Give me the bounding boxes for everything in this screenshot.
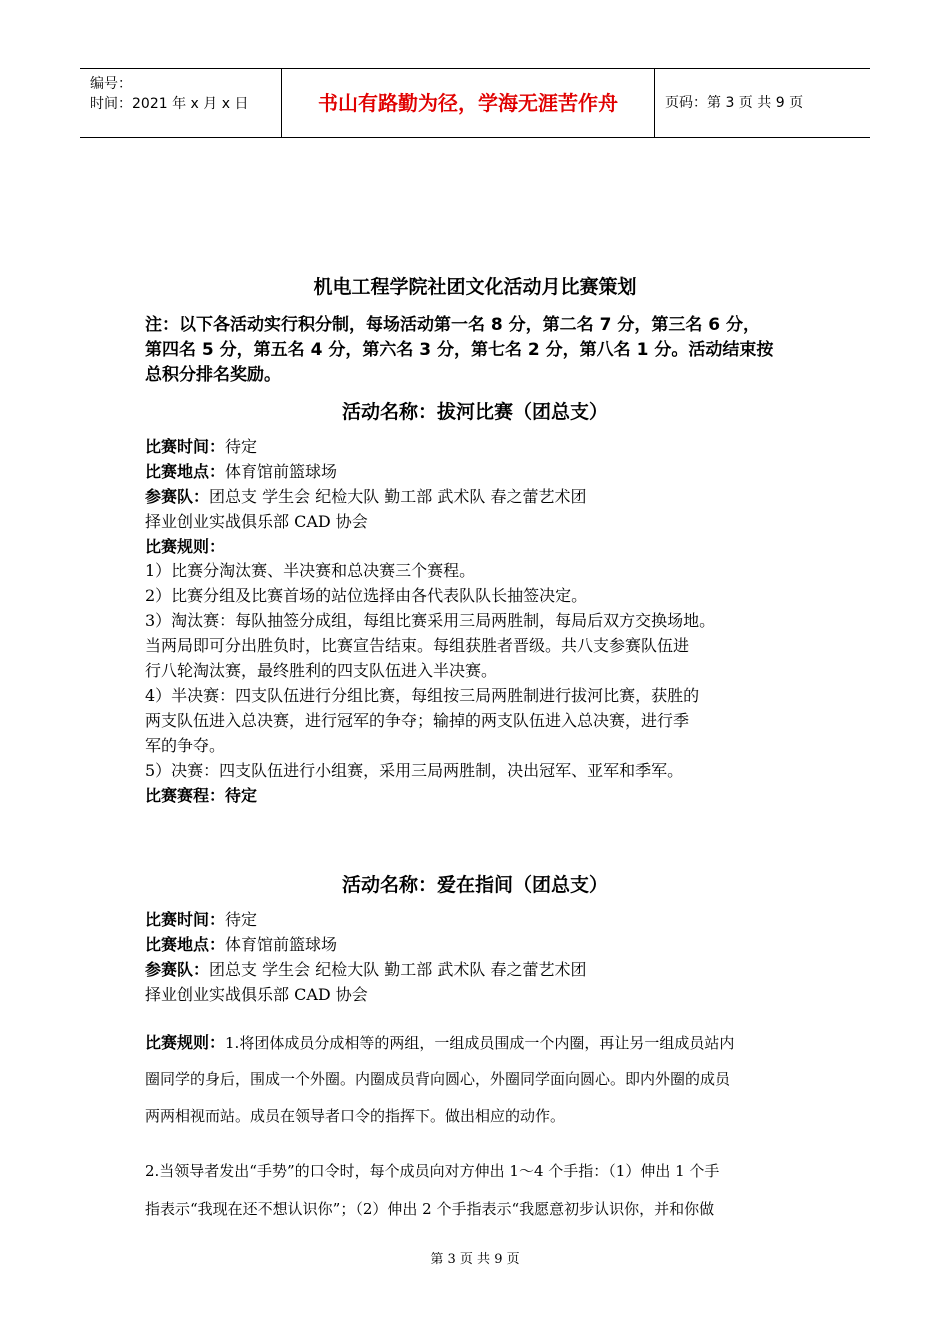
activity1-rule-3: 3）淘汰赛：每队抽签分成组，每组比赛采用三局两胜制，每局后双方交换场地。 [145, 611, 716, 630]
note-line-2: 第四名 5 分，第五名 4 分，第六名 3 分，第七名 2 分，第八名 1 分。活动结束按 [145, 340, 774, 360]
page-header [80, 68, 870, 138]
activity1-rule-9: 5）决赛：四支队伍进行小组赛，采用三局两胜制，决出冠军、亚军和季军。 [145, 761, 684, 780]
activity2-rules-line4: 2.当领导者发出“手势”的口令时，每个成员向对方伸出 1～4 个手指：（1）伸出 1 个手 [145, 1162, 720, 1180]
activity1-time [145, 434, 257, 457]
activity1-rule-4: 当两局即可分出胜负时，比赛宣告结束。每组获胜者晋级。共八支参赛队伍进 [145, 636, 690, 655]
activity1-schedule: 比赛赛程：待定 [145, 786, 258, 805]
header-info-cell [80, 69, 282, 137]
note-line-3: 总积分排名奖励。 [145, 365, 281, 385]
activity1-heading: 活动名称：拔河比赛（团总支） [341, 401, 608, 423]
activity2-teams-value: 团总支 学生会 纪检大队 勤工部 武术队 春之蕾艺术团 [209, 960, 587, 979]
header-page-label: 页码：第 3 页 共 9 页 [665, 95, 804, 111]
activity1-time-label: 比赛时间： [145, 437, 226, 456]
activity2-teams-line2: 择业创业实战俱乐部 CAD 协会 [145, 985, 368, 1004]
number-label: 编号： [90, 76, 132, 92]
activity1-place-label: 比赛地点： [145, 462, 226, 481]
activity2-heading: 活动名称：爱在指间（团总支） [341, 874, 608, 896]
activity1-teams-value: 团总支 学生会 纪检大队 勤工部 武术队 春之蕾艺术团 [209, 487, 587, 506]
time-label: 时间：2021 年 x 月 x 日 [90, 96, 249, 112]
header-motto: 书山有路勤为径，学海无涯苦作舟 [282, 69, 655, 137]
activity2-rules [145, 1030, 734, 1053]
activity2-place [145, 932, 337, 955]
activity1-place-value: 体育馆前篮球场 [225, 462, 338, 481]
activity1-teams-line2: 择业创业实战俱乐部 CAD 协会 [145, 512, 368, 531]
activity2-rules-line3: 两两相视而站。成员在领导者口令的指挥下。做出相应的动作。 [145, 1107, 566, 1125]
activity2-time-value: 待定 [225, 910, 258, 929]
activity1-time-value: 待定 [225, 437, 258, 456]
activity1-rule-5: 行八轮淘汰赛，最终胜利的四支队伍进入半决赛。 [145, 661, 498, 680]
activity1-teams-label: 参赛队： [145, 487, 210, 506]
activity1-rule-7: 两支队伍进入总决赛，进行冠军的争夺；输掉的两支队伍进入总决赛，进行季 [145, 711, 690, 730]
activity2-teams [145, 957, 586, 980]
activity2-place-label: 比赛地点： [145, 935, 226, 954]
activity1-rule-8: 军的争夺。 [145, 736, 226, 755]
activity2-place-value: 体育馆前篮球场 [225, 935, 338, 954]
page-footer: 第 3 页 共 9 页 [430, 1252, 520, 1267]
activity2-time [145, 907, 257, 930]
activity1-teams [145, 484, 586, 507]
activity2-rules-line1: 1.将团体成员分成相等的两组，一组成员围成一个内圈，再让另一组成员站内 [225, 1034, 735, 1052]
activity1-rule-6: 4）半决赛：四支队伍进行分组比赛，每组按三局两胜制进行拔河比赛，获胜的 [145, 686, 700, 705]
activity1-place [145, 459, 337, 482]
activity2-rules-label: 比赛规则： [145, 1033, 226, 1052]
note-line-1: 注：以下各活动实行积分制，每场活动第一名 8 分，第二名 7 分，第三名 6 分， [145, 315, 760, 335]
activity1-rules-label: 比赛规则： [145, 537, 226, 556]
activity2-rules-line2: 圈同学的身后，围成一个外圈。内圈成员背向圆心，外圈同学面向圆心。即内外圈的成员 [145, 1070, 731, 1088]
activity2-rules-line5: 指表示“我现在还不想认识你”；（2）伸出 2 个手指表示“我愿意初步认识你，并和你做 [145, 1200, 715, 1218]
activity1-rule-1: 1）比赛分淘汰赛、半决赛和总决赛三个赛程。 [145, 561, 476, 580]
activity1-rule-2: 2）比赛分组及比赛首场的站位选择由各代表队队长抽签决定。 [145, 586, 588, 605]
activity2-time-label: 比赛时间： [145, 910, 226, 929]
doc-title: 机电工程学院社团文化活动月比赛策划 [313, 276, 637, 298]
activity2-teams-label: 参赛队： [145, 960, 210, 979]
